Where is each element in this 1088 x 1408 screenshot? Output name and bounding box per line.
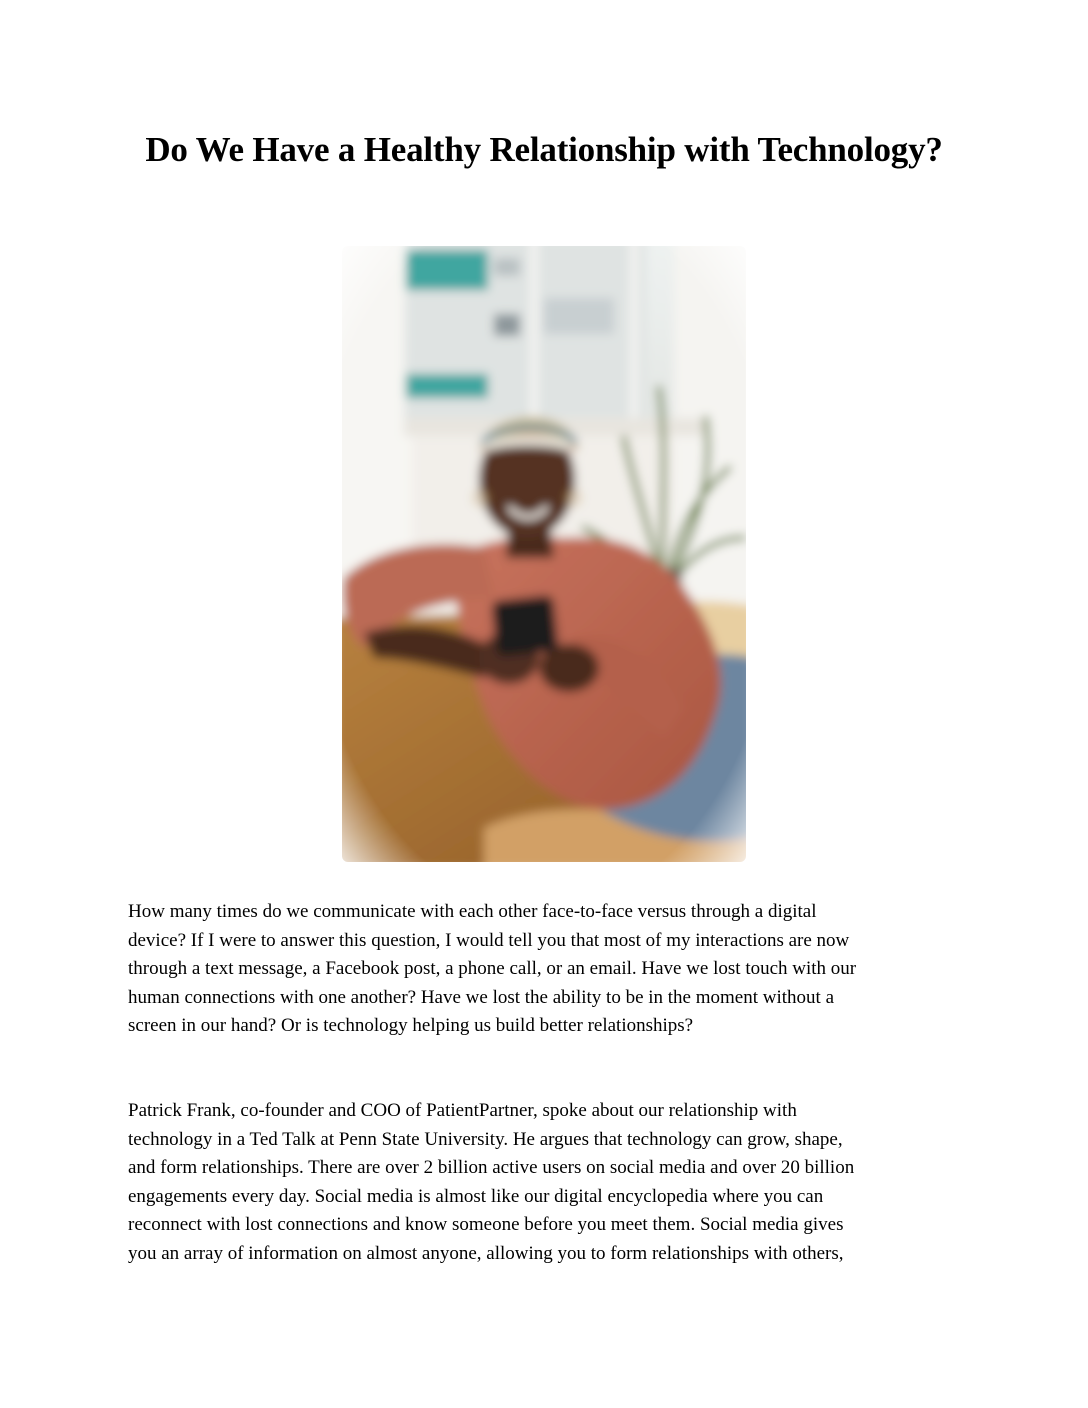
paragraph-line: you an array of information on almost anyone, allowing you to form relationships with others, [128,1242,844,1264]
paragraph-line: and form relationships. There are over 2 billion active users on social media and over 20 billion [128,1157,855,1179]
paragraph-line: engagements every day. Social media is almost like our digital encyclopedia where you can [128,1185,824,1207]
paragraph-line: How many times do we communicate with each other face-to-face versus through a digital [128,901,817,922]
page-title: Do We Have a Healthy Relationship with Technology? [145,130,943,169]
intro-paragraph [128,898,968,1041]
paragraph-line: reconnect with lost connections and know someone before you meet them. Social media gives [128,1214,844,1236]
body-paragraph [128,1097,968,1269]
paragraph-line: Patrick Frank, co-founder and COO of PatientPartner, spoke about our relationship with [128,1100,797,1121]
paragraph-line: human connections with one another? Have we lost the ability to be in the moment without a [128,986,834,1008]
article-photo [334,238,754,870]
paragraph-line: through a text message, a Facebook post, a phone call, or an email. Have we lost touch with our [128,958,857,980]
paragraph-line: technology in a Ted Talk at Penn State University. He argues that technology can grow, shape, [128,1128,843,1150]
paragraph-line: screen in our hand? Or is technology helping us build better relationships? [128,1015,694,1037]
paragraph-line: device? If I were to answer this question, I would tell you that most of my interactions are now [128,929,850,951]
